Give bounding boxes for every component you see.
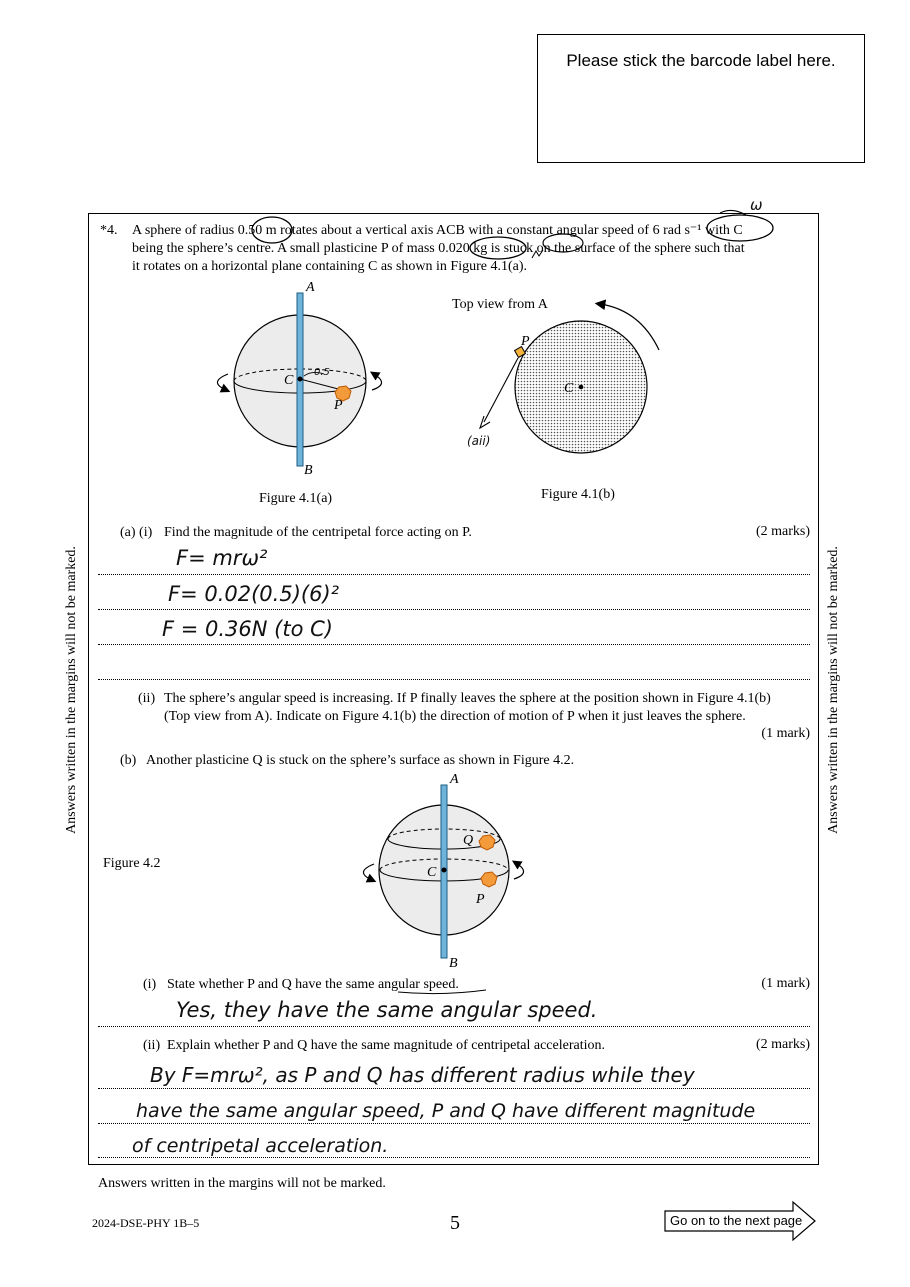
- question-intro-line-1: A sphere of radius 0.50 m rotates about a vertical axis ACB with a constant angular speed of 6 rad s⁻¹ with C: [132, 223, 743, 238]
- paper-code: 2024-DSE-PHY 1B–5: [92, 1216, 200, 1230]
- fig41b-title-text: Top view from A: [452, 297, 548, 312]
- part-b-label: (b): [120, 753, 137, 768]
- left-margin-text: Answers written in the margins will not be marked.: [64, 546, 79, 834]
- answer-b-i: Yes, they have the same angular speed.: [176, 998, 598, 1022]
- margin-warning: Answers written in the margins will not be marked.: [98, 1176, 386, 1191]
- fig41a-handwritten-radius: 0.5: [314, 367, 330, 378]
- right-margin-text: Answers written in the margins will not be marked.: [826, 546, 841, 834]
- fig42-label-c: C: [427, 865, 437, 880]
- part-a-ii-line-2: (Top view from A). Indicate on Figure 4.1(b) the direction of motion of P when it just leaves the sphere.: [164, 709, 746, 724]
- part-b-ii-marks: (2 marks): [755, 1037, 810, 1052]
- plasticine-q: [479, 835, 495, 850]
- question-intro-line-3: it rotates on a horizontal plane containing C as shown in Figure 4.1(a).: [132, 259, 528, 274]
- part-a-i-marks: (2 marks): [755, 524, 810, 539]
- barcode-text: Please stick the barcode label here.: [566, 51, 836, 70]
- fig42-label-a: A: [450, 772, 459, 787]
- answer-line: [98, 1088, 810, 1089]
- angular-speed-underline: [396, 988, 488, 996]
- fig42-label-q: Q: [463, 833, 474, 848]
- page-number: 5: [450, 1212, 460, 1234]
- tangent-line: [484, 358, 518, 422]
- part-b-i-label: (i): [143, 977, 157, 992]
- figure-4-2: [340, 775, 540, 965]
- fig41b-label-c: C: [564, 381, 574, 396]
- answer-line: [98, 1157, 810, 1158]
- answer-line: [98, 679, 810, 680]
- answer-b-ii-line-2: have the same angular speed, P and Q have different magnitude: [136, 1100, 756, 1122]
- fig41a-label-a: A: [306, 280, 315, 295]
- part-a-ii-line-1: The sphere’s angular speed is increasing. If P finally leaves the sphere at the position shown in Figure 4.1(b): [164, 691, 771, 706]
- plasticine-p-fig42: [481, 872, 497, 887]
- part-a-i-label: (a) (i): [120, 525, 153, 540]
- part-a-i-question: Find the magnitude of the centripetal force acting on P.: [164, 525, 472, 540]
- fig41b-handwritten-note: (aii): [467, 434, 491, 448]
- answer-line: [98, 1123, 810, 1124]
- fig42-label-b: B: [449, 956, 458, 971]
- answer-b-ii-line-1: By F=mrω², as P and Q has different radius while they: [150, 1063, 695, 1087]
- answer-a-i-line-3: F = 0.36N (to C): [162, 617, 333, 641]
- answer-b-ii-line-3: of centripetal acceleration.: [132, 1135, 389, 1157]
- part-b-i-marks: (1 mark): [761, 976, 810, 991]
- next-page-arrow: [663, 1200, 818, 1242]
- fig42-caption: Figure 4.2: [103, 856, 161, 871]
- answer-line: [98, 1026, 810, 1027]
- answer-a-i-line-2: F= 0.02(0.5)(6)²: [168, 582, 340, 606]
- part-b-ii-label: (ii): [143, 1038, 161, 1053]
- answer-line: [98, 574, 810, 575]
- fig41b-label-p: P: [521, 334, 530, 349]
- part-a-ii-marks: (1 mark): [761, 726, 810, 741]
- part-b-ii-question: Explain whether P and Q have the same magnitude of centripetal acceleration.: [167, 1038, 605, 1053]
- fig41a-caption: Figure 4.1(a): [259, 491, 333, 506]
- fig41a-label-p: P: [334, 398, 343, 413]
- intro-annotations: [0, 0, 910, 300]
- fig41b-caption: Figure 4.1(b): [541, 487, 615, 502]
- part-b-i-question: State whether P and Q have the same angular speed.: [167, 977, 459, 992]
- fig42-label-p: P: [476, 892, 485, 907]
- answer-line: [98, 644, 810, 645]
- part-b-text: Another plasticine Q is stuck on the sphere’s surface as shown in Figure 4.2.: [146, 753, 575, 768]
- fig41a-label-c: C: [284, 373, 294, 388]
- fig41b-title: [452, 296, 548, 314]
- answer-a-i-line-1: F= mrω²: [176, 546, 268, 570]
- figure-4-1a: [200, 280, 400, 480]
- question-number: *4.: [100, 223, 118, 238]
- fig41a-label-b: B: [304, 463, 313, 478]
- question-frame: [88, 213, 819, 1165]
- part-a-ii-label: (ii): [138, 691, 156, 706]
- question-intro-line-2: being the sphere’s centre. A small plasticine P of mass 0.020 kg is stuck on the surface of the sphere such that: [132, 241, 745, 256]
- handwritten-omega: ω: [750, 196, 763, 214]
- answer-line: [98, 609, 810, 610]
- next-page-text: Go on to the next page: [670, 1213, 803, 1228]
